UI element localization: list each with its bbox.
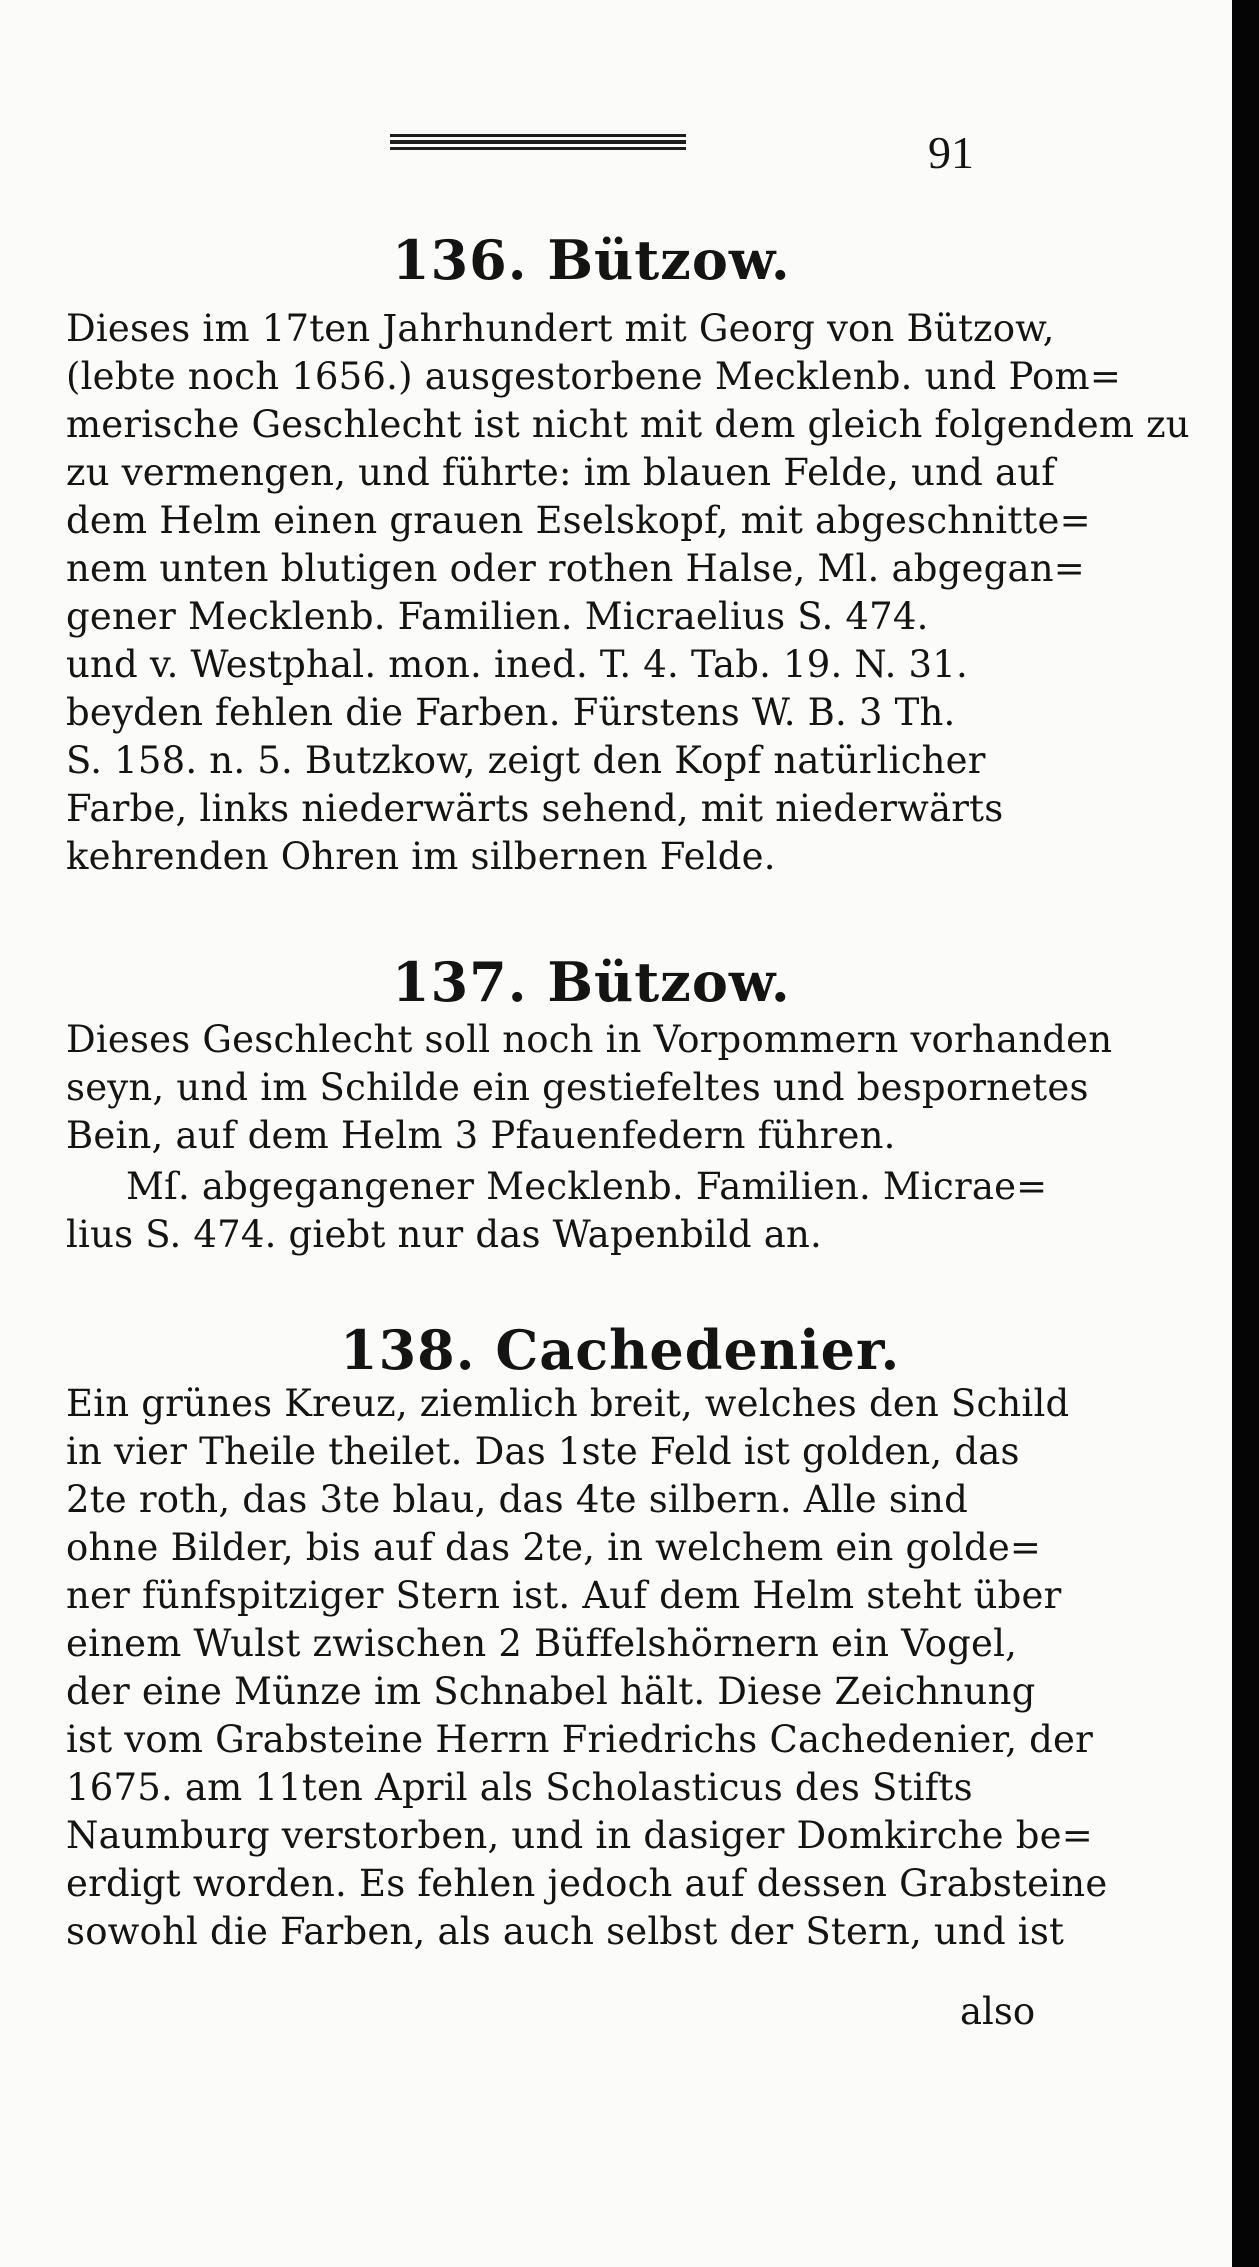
text-line: in vier Theile theilet. Das 1ste Feld ist golden, das [66, 1430, 1020, 1473]
text-line: merische Geschlecht ist nicht mit dem gleich folgendem zu [66, 403, 1190, 446]
text-line: ist vom Grabsteine Herrn Friedrichs Cachedenier, der [66, 1718, 1094, 1761]
text-line: einem Wulst zwischen 2 Büffelshörnern ein Vogel, [66, 1622, 1018, 1665]
text-line: Mſ. abgegangener Mecklenb. Familien. Micrae= [126, 1165, 1048, 1208]
section-heading: 136. Bützow. [392, 228, 791, 292]
text-line: Dieses Geschlecht soll noch in Vorpommern vorhanden [66, 1018, 1113, 1061]
page-number: 91 [928, 127, 974, 178]
text-line: Farbe, links niederwärts sehend, mit niederwärts [66, 787, 1004, 830]
text-line: ner fünfspitziger Stern ist. Auf dem Helm steht über [66, 1574, 1062, 1617]
text-line: sowohl die Farben, als auch selbst der Stern, und ist [66, 1910, 1065, 1953]
text-line: Dieses im 17ten Jahrhundert mit Georg von Bützow, [66, 307, 1055, 350]
text-line: (lebte noch 1656.) ausgestorbene Mecklenb. und Pom= [66, 355, 1122, 398]
text-line: ohne Bilder, bis auf das 2te, in welchem ein golde= [66, 1526, 1042, 1569]
text-line: erdigt worden. Es fehlen jedoch auf dessen Grabsteine [66, 1862, 1108, 1905]
text-line: und v. Westphal. mon. ined. T. 4. Tab. 19. N. 31. [66, 643, 968, 686]
text-line: seyn, und im Schilde ein gestiefeltes und bespornetes [66, 1066, 1089, 1109]
text-line: lius S. 474. giebt nur das Wapenbild an. [66, 1213, 823, 1256]
text-line: Ein grünes Kreuz, ziemlich breit, welches den Schild [66, 1382, 1070, 1425]
catchword: also [960, 1990, 1036, 2033]
text-line: zu vermengen, und führte: im blauen Felde, und auf [66, 451, 1056, 494]
text-line: Bein, auf dem Helm 3 Pfauenfedern führen. [66, 1114, 896, 1157]
section-heading: 137. Bützow. [392, 950, 791, 1014]
text-line: der eine Münze im Schnabel hält. Diese Zeichnung [66, 1670, 1036, 1713]
text-line: nem unten blutigen oder rothen Halse, Ml. abgegan= [66, 547, 1085, 590]
text-line: beyden fehlen die Farben. Fürstens W. B. 3 Th. [66, 691, 956, 734]
text-line: S. 158. n. 5. Butzkow, zeigt den Kopf natürlicher [66, 739, 986, 782]
text-line: 1675. am 11ten April als Scholasticus des Stifts [66, 1766, 973, 1809]
section-heading: 138. Cachedenier. [340, 1318, 901, 1382]
page-edge-shadow [1232, 0, 1259, 2267]
text-line: 2te roth, das 3te blau, das 4te silbern. Alle sind [66, 1478, 968, 1521]
text-line: dem Helm einen grauen Eselskopf, mit abgeschnitte= [66, 499, 1091, 542]
header-rule [390, 134, 686, 150]
text-line: gener Mecklenb. Familien. Micraelius S. 474. [66, 595, 929, 638]
text-line: Naumburg verstorben, und in dasiger Domkirche be= [66, 1814, 1093, 1857]
text-line: kehrenden Ohren im silbernen Felde. [66, 835, 776, 878]
